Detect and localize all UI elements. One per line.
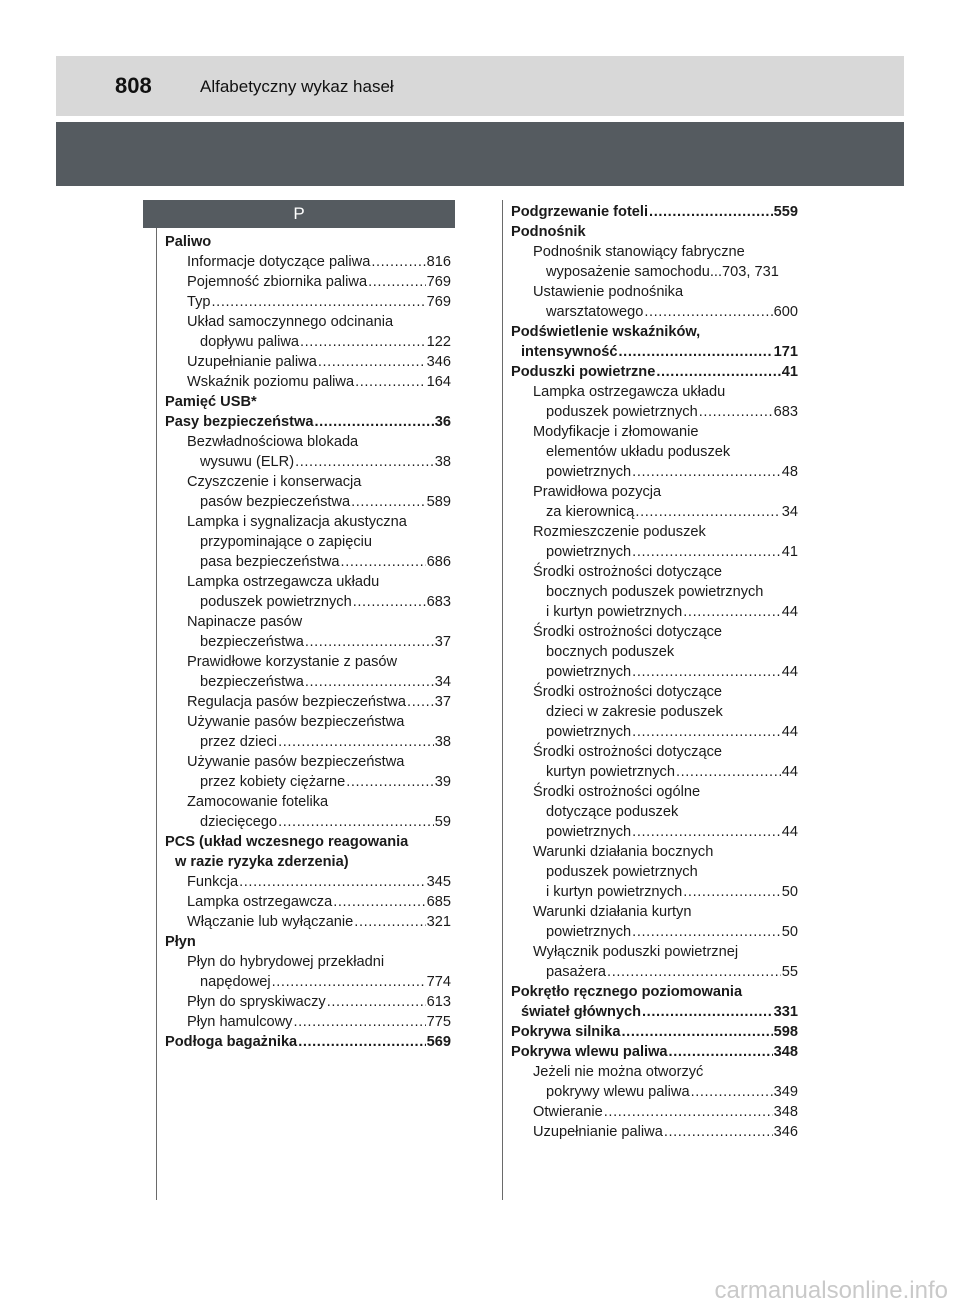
dot-leader xyxy=(318,352,426,372)
entry-page-number: 55 xyxy=(781,964,798,980)
index-entry xyxy=(511,802,798,822)
dot-leader xyxy=(278,812,434,832)
index-entry xyxy=(511,762,798,782)
entry-page-number: 600 xyxy=(773,304,798,320)
index-entry xyxy=(511,862,798,882)
entry-text: Podświetlenie wskaźników, xyxy=(511,324,701,340)
page-title: Alfabetyczny wykaz haseł xyxy=(200,77,394,96)
entry-text: Regulacja pasów bezpieczeństwa xyxy=(187,694,407,710)
index-entry xyxy=(511,462,798,482)
index-entry xyxy=(165,432,451,452)
entry-text: Podgrzewanie foteli xyxy=(511,204,649,220)
entry-page-number: 769 xyxy=(426,274,451,290)
entry-text: powietrznych xyxy=(546,924,632,940)
index-entry xyxy=(165,272,451,292)
entry-text: przypominające o zapięciu xyxy=(200,534,372,550)
index-entry xyxy=(511,382,798,402)
entry-text: warsztatowego xyxy=(546,304,644,320)
dot-leader xyxy=(353,592,426,612)
index-entry xyxy=(165,412,451,432)
index-entry xyxy=(165,652,451,672)
entry-page-number: 34 xyxy=(434,674,451,690)
entry-text: pasów bezpieczeństwa xyxy=(200,494,351,510)
index-entry xyxy=(165,312,451,332)
entry-text: Rozmieszczenie poduszek xyxy=(533,524,706,540)
entry-text: Czyszczenie i konserwacja xyxy=(187,474,362,490)
entry-text: Paliwo xyxy=(165,234,212,250)
index-entry xyxy=(511,1102,798,1122)
index-column-left xyxy=(165,232,451,1052)
index-entry xyxy=(165,292,451,312)
index-entry xyxy=(165,832,451,852)
index-entry xyxy=(165,372,451,392)
dot-leader xyxy=(341,552,426,572)
header-dark-band xyxy=(56,122,904,186)
index-entry xyxy=(511,642,798,662)
index-entry xyxy=(165,932,451,952)
entry-page-number: 346 xyxy=(426,354,451,370)
index-entry xyxy=(165,252,451,272)
index-entry xyxy=(165,712,451,732)
entry-text: Typ xyxy=(187,294,211,310)
index-entry xyxy=(165,992,451,1012)
dot-leader xyxy=(355,372,426,392)
index-entry xyxy=(165,632,451,652)
index-entry xyxy=(165,892,451,912)
entry-page-number: 37 xyxy=(434,634,451,650)
entry-text: bocznych poduszek powietrznych xyxy=(546,584,764,600)
entry-text: Wyłącznik poduszki powietrznej xyxy=(533,944,739,960)
index-entry xyxy=(511,742,798,762)
entry-text: poduszek powietrznych xyxy=(546,864,698,880)
index-entry xyxy=(511,242,798,262)
index-entry xyxy=(165,392,451,412)
index-entry xyxy=(165,352,451,372)
dot-leader xyxy=(635,502,780,522)
dot-leader xyxy=(683,882,781,902)
entry-text: Włączanie lub wyłączanie xyxy=(187,914,354,930)
index-entry xyxy=(511,682,798,702)
dot-leader xyxy=(649,202,773,222)
entry-text: poduszek powietrznych xyxy=(200,594,352,610)
entry-text: Układ samoczynnego odcinania xyxy=(187,314,394,330)
index-entry xyxy=(511,1082,798,1102)
center-column-rule xyxy=(502,200,503,1200)
index-entry xyxy=(511,542,798,562)
index-entry xyxy=(165,512,451,532)
index-entry xyxy=(511,522,798,542)
entry-page-number: 41 xyxy=(781,364,798,380)
entry-text: Lampka ostrzegawcza układu xyxy=(187,574,380,590)
entry-page-number: 37 xyxy=(434,694,451,710)
index-entry xyxy=(511,902,798,922)
index-entry xyxy=(165,552,451,572)
index-entry xyxy=(511,582,798,602)
entry-text: bezpieczeństwa xyxy=(200,634,304,650)
entry-text: Lampka ostrzegawcza układu xyxy=(533,384,726,400)
entry-text: wysuwu (ELR) xyxy=(200,454,295,470)
index-entry xyxy=(511,962,798,982)
entry-text: Środki ostrożności dotyczące xyxy=(533,564,722,580)
entry-text: Lampka ostrzegawcza xyxy=(187,894,333,910)
entry-text: napędowej xyxy=(200,974,271,990)
entry-page-number: 39 xyxy=(434,774,451,790)
left-column-rule xyxy=(156,228,157,1200)
entry-text: Poduszki powietrzne xyxy=(511,364,656,380)
entry-text: Funkcja xyxy=(187,874,239,890)
dot-leader xyxy=(632,722,781,742)
entry-page-number: 44 xyxy=(781,664,798,680)
index-entry xyxy=(511,222,798,242)
index-entry xyxy=(165,532,451,552)
index-entry xyxy=(165,872,451,892)
index-entry xyxy=(511,262,798,282)
entry-page-number: 36 xyxy=(434,414,451,430)
entry-page-number: 34 xyxy=(781,504,798,520)
entry-text: Płyn do hybrydowej przekładni xyxy=(187,954,385,970)
dot-leader xyxy=(642,1002,773,1022)
entry-page-number: 349 xyxy=(773,1084,798,1100)
index-entry xyxy=(511,202,798,222)
entry-text: i kurtyn powietrznych xyxy=(546,884,683,900)
entry-text: Płyn hamulcowy xyxy=(187,1014,293,1030)
entry-text: Podłoga bagażnika xyxy=(165,1034,298,1050)
entry-page-number: 38 xyxy=(434,734,451,750)
entry-page-number: 683 xyxy=(773,404,798,420)
index-entry xyxy=(165,472,451,492)
entry-text: świateł głównych xyxy=(521,1004,642,1020)
index-entry xyxy=(165,332,451,352)
entry-text: Uzupełnianie paliwa xyxy=(187,354,317,370)
index-entry xyxy=(511,782,798,802)
index-entry xyxy=(511,882,798,902)
entry-text: Używanie pasów bezpieczeństwa xyxy=(187,754,405,770)
entry-text: bocznych poduszek xyxy=(546,644,675,660)
entry-page-number: 683 xyxy=(426,594,451,610)
entry-text: Warunki działania bocznych xyxy=(533,844,714,860)
index-entry xyxy=(511,842,798,862)
dot-leader xyxy=(656,362,780,382)
dot-leader xyxy=(293,1012,425,1032)
index-entry xyxy=(511,562,798,582)
index-entry xyxy=(165,972,451,992)
entry-page-number: 569 xyxy=(426,1034,451,1050)
entry-text: Modyfikacje i złomowanie xyxy=(533,424,699,440)
entry-page-number: 48 xyxy=(781,464,798,480)
entry-page-number: 59 xyxy=(434,814,451,830)
entry-page-number: 171 xyxy=(773,344,798,360)
entry-page-number: 348 xyxy=(773,1104,798,1120)
dot-leader xyxy=(212,292,426,312)
entry-page-number: 598 xyxy=(773,1024,798,1040)
index-entry xyxy=(511,1122,798,1142)
index-entry xyxy=(511,982,798,1002)
index-entry xyxy=(511,302,798,322)
entry-text: Prawidłowe korzystanie z pasów xyxy=(187,654,398,670)
entry-text: elementów układu poduszek xyxy=(546,444,731,460)
index-entry xyxy=(165,232,451,252)
index-entry xyxy=(165,1012,451,1032)
entry-page-number: 769 xyxy=(426,294,451,310)
entry-text: Środki ostrożności dotyczące xyxy=(533,744,722,760)
dot-leader xyxy=(644,302,772,322)
entry-page-number: 345 xyxy=(426,874,451,890)
dot-leader xyxy=(278,732,434,752)
dot-leader xyxy=(699,402,773,422)
entry-text: przez dzieci xyxy=(200,734,278,750)
page-header-band xyxy=(56,56,904,116)
entry-text: dziecięcego xyxy=(200,814,278,830)
entry-page-number: 50 xyxy=(781,884,798,900)
entry-page-number: 44 xyxy=(781,604,798,620)
entry-text: Pokrywa wlewu paliwa xyxy=(511,1044,668,1060)
dot-leader xyxy=(272,972,426,992)
entry-page-number: 559 xyxy=(773,204,798,220)
index-entry xyxy=(511,362,798,382)
entry-text: Środki ostrożności ogólne xyxy=(533,784,701,800)
dot-leader xyxy=(371,252,425,272)
dot-leader xyxy=(604,1102,773,1122)
entry-text: pasażera xyxy=(546,964,607,980)
entry-text: przez kobiety ciężarne xyxy=(200,774,346,790)
index-entry xyxy=(511,722,798,742)
entry-text: dotyczące poduszek xyxy=(546,804,679,820)
entry-text: Podnośnik xyxy=(511,224,586,240)
entry-text: Pokrętło ręcznego poziomowania xyxy=(511,984,743,1000)
dot-leader xyxy=(305,632,434,652)
index-entry xyxy=(165,792,451,812)
entry-page-number: 38 xyxy=(434,454,451,470)
index-entry xyxy=(511,322,798,342)
dot-leader xyxy=(305,672,434,692)
dot-leader xyxy=(407,692,434,712)
entry-text: Zamocowanie fotelika xyxy=(187,794,329,810)
entry-page-number: 685 xyxy=(426,894,451,910)
dot-leader xyxy=(622,1022,773,1042)
dot-leader xyxy=(607,962,781,982)
entry-page-number: 41 xyxy=(781,544,798,560)
entry-page-number: 164 xyxy=(426,374,451,390)
dot-leader xyxy=(354,912,425,932)
entry-text: powietrznych xyxy=(546,544,632,560)
dot-leader xyxy=(632,662,781,682)
dot-leader xyxy=(669,1042,773,1062)
index-entry xyxy=(165,772,451,792)
index-entry xyxy=(511,502,798,522)
dot-leader xyxy=(632,922,781,942)
entry-text: Napinacze pasów xyxy=(187,614,303,630)
index-entry xyxy=(511,922,798,942)
dot-leader xyxy=(346,772,434,792)
dot-leader xyxy=(314,412,433,432)
index-entry xyxy=(165,812,451,832)
entry-page-number: 44 xyxy=(781,724,798,740)
entry-text: Wskaźnik poziomu paliwa xyxy=(187,374,355,390)
entry-text: w razie ryzyka zderzenia) xyxy=(175,854,349,870)
entry-text: Uzupełnianie paliwa xyxy=(533,1124,663,1140)
watermark: carmanualsonline.info xyxy=(714,1277,948,1304)
entry-text: dopływu paliwa xyxy=(200,334,299,350)
dot-leader xyxy=(327,992,426,1012)
index-entry xyxy=(511,702,798,722)
entry-text: bezpieczeństwa xyxy=(200,674,304,690)
index-entry xyxy=(165,692,451,712)
entry-text: Ustawienie podnośnika xyxy=(533,284,684,300)
entry-text: powietrznych xyxy=(546,464,632,480)
index-entry xyxy=(511,1042,798,1062)
entry-page-number: 44 xyxy=(781,824,798,840)
entry-text: Płyn do spryskiwaczy xyxy=(187,994,326,1010)
entry-page-number: 613 xyxy=(426,994,451,1010)
entry-text: pokrywy wlewu paliwa xyxy=(546,1084,690,1100)
entry-page-number: 686 xyxy=(426,554,451,570)
index-entry xyxy=(165,572,451,592)
entry-text: PCS (układ wczesnego reagowania xyxy=(165,834,409,850)
entry-page-number: 589 xyxy=(426,494,451,510)
index-entry xyxy=(165,852,451,872)
entry-text: i kurtyn powietrznych xyxy=(546,604,683,620)
index-entry xyxy=(165,672,451,692)
entry-text: wyposażenie samochodu...703, 731 xyxy=(546,264,779,280)
index-entry xyxy=(165,952,451,972)
dot-leader xyxy=(298,1032,425,1052)
entry-text: powietrznych xyxy=(546,724,632,740)
entry-text: Środki ostrożności dotyczące xyxy=(533,624,722,640)
entry-page-number: 775 xyxy=(426,1014,451,1030)
entry-text: Prawidłowa pozycja xyxy=(533,484,662,500)
entry-page-number: 122 xyxy=(426,334,451,350)
entry-text: kurtyn powietrznych xyxy=(546,764,675,780)
index-entry xyxy=(165,592,451,612)
dot-leader xyxy=(239,872,426,892)
entry-text: intensywność xyxy=(521,344,618,360)
entry-text: Warunki działania kurtyn xyxy=(533,904,692,920)
entry-text: Lampka i sygnalizacja akustyczna xyxy=(187,514,407,530)
index-entry xyxy=(511,822,798,842)
dot-leader xyxy=(619,342,773,362)
index-entry xyxy=(511,1022,798,1042)
dot-leader xyxy=(632,542,781,562)
index-entry xyxy=(511,442,798,462)
entry-page-number: 774 xyxy=(426,974,451,990)
dot-leader xyxy=(295,452,434,472)
dot-leader xyxy=(632,462,781,482)
entry-page-number: 50 xyxy=(781,924,798,940)
dot-leader xyxy=(676,762,781,782)
entry-text: powietrznych xyxy=(546,824,632,840)
entry-text: Środki ostrożności dotyczące xyxy=(533,684,722,700)
entry-text: Bezwładnościowa blokada xyxy=(187,434,359,450)
index-entry xyxy=(165,612,451,632)
index-entry xyxy=(511,282,798,302)
entry-text: Używanie pasów bezpieczeństwa xyxy=(187,714,405,730)
index-entry xyxy=(511,342,798,362)
section-letter-tab: P xyxy=(143,200,455,228)
dot-leader xyxy=(683,602,781,622)
index-entry xyxy=(511,942,798,962)
dot-leader xyxy=(351,492,426,512)
index-entry xyxy=(511,482,798,502)
index-entry xyxy=(511,622,798,642)
dot-leader xyxy=(691,1082,773,1102)
index-entry xyxy=(165,912,451,932)
entry-text: powietrznych xyxy=(546,664,632,680)
entry-page-number: 331 xyxy=(773,1004,798,1020)
entry-text: Podnośnik stanowiący fabryczne xyxy=(533,244,745,260)
entry-page-number: 816 xyxy=(426,254,451,270)
entry-text: Płyn xyxy=(165,934,196,950)
index-entry xyxy=(165,1032,451,1052)
entry-text: pasa bezpieczeństwa xyxy=(200,554,340,570)
index-entry xyxy=(511,1002,798,1022)
index-entry xyxy=(165,492,451,512)
entry-text: Otwieranie xyxy=(533,1104,603,1120)
entry-text: Pojemność zbiornika paliwa xyxy=(187,274,368,290)
dot-leader xyxy=(368,272,426,292)
entry-text: za kierownicą xyxy=(546,504,635,520)
index-entry xyxy=(165,752,451,772)
entry-text: Jeżeli nie można otworzyć xyxy=(533,1064,704,1080)
entry-page-number: 321 xyxy=(426,914,451,930)
dot-leader xyxy=(300,332,426,352)
dot-leader xyxy=(333,892,425,912)
entry-page-number: 348 xyxy=(773,1044,798,1060)
dot-leader xyxy=(664,1122,773,1142)
page-number: 808 xyxy=(115,73,152,98)
index-entry xyxy=(511,1062,798,1082)
entry-text: Pamięć USB* xyxy=(165,394,257,410)
entry-page-number: 346 xyxy=(773,1124,798,1140)
index-entry xyxy=(165,732,451,752)
entry-page-number: 44 xyxy=(781,764,798,780)
index-entry xyxy=(511,422,798,442)
entry-text: Pokrywa silnika xyxy=(511,1024,621,1040)
index-column-right xyxy=(511,202,798,1142)
index-entry xyxy=(511,402,798,422)
entry-text: poduszek powietrznych xyxy=(546,404,698,420)
entry-text: dzieci w zakresie poduszek xyxy=(546,704,723,720)
entry-text: Pasy bezpieczeństwa xyxy=(165,414,314,430)
entry-text: Informacje dotyczące paliwa xyxy=(187,254,371,270)
index-entry xyxy=(511,662,798,682)
index-entry xyxy=(165,452,451,472)
dot-leader xyxy=(632,822,781,842)
index-entry xyxy=(511,602,798,622)
